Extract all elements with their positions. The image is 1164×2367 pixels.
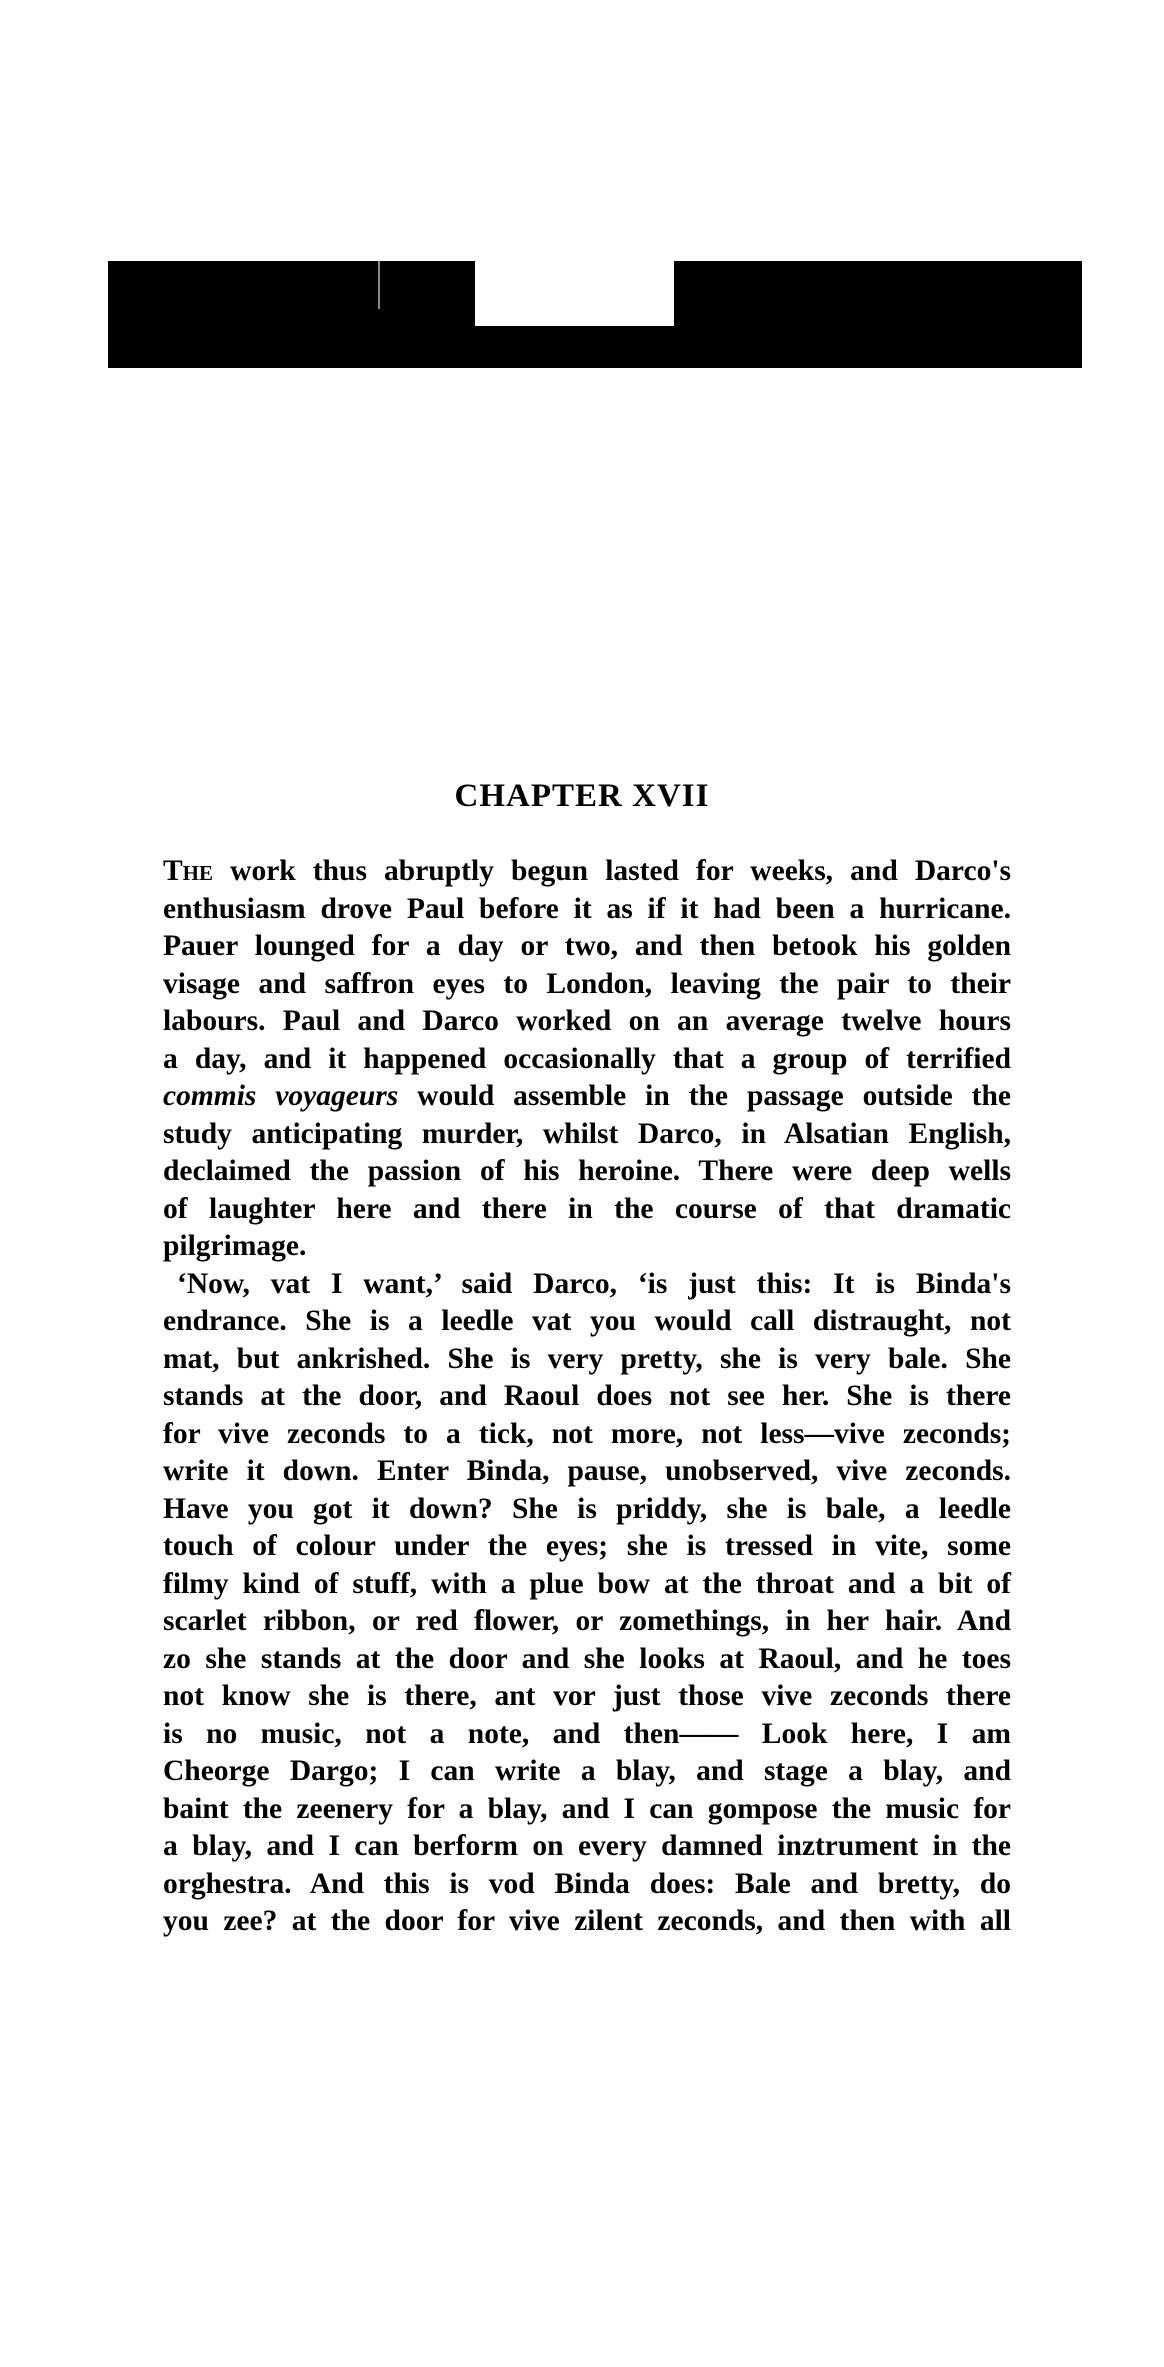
drop-lead-word: The (163, 855, 214, 887)
text-line: not know she is there, ant vor just those vive zeconds there (163, 1680, 1011, 1712)
text-line: touch of colour under the eyes; she is tressed in vite, some (163, 1530, 1011, 1562)
text-line: Cheorge Dargo; I can write a blay, and stage a blay, and (163, 1755, 1011, 1787)
text-line: orghestra. And this is vod Binda does: Bale and bretty, do (163, 1867, 1011, 1900)
text-line: for vive zeconds to a tick, not more, not less—vive zeconds; (163, 1417, 1011, 1450)
text-line: study anticipating murder, whilst Darco, in Alsatian English, (163, 1117, 1011, 1150)
text-line: write it down. Enter Binda, pause, unobserved, vive zeconds. (163, 1455, 1011, 1487)
text-line: pilgrimage. (163, 1230, 307, 1262)
text-line: The work thus abruptly begun lasted for weeks, and Darco's (163, 855, 1011, 887)
bar-notch (475, 261, 674, 326)
text-line: of laughter here and there in the course of that dramatic (163, 1192, 1011, 1225)
text-line: labours. Paul and Darco worked on an average twelve hours (163, 1005, 1011, 1037)
text-line: a day, and it happened occasionally that a group of terrified (163, 1042, 1011, 1075)
text-line: stands at the door, and Raoul does not see her. She is there (163, 1380, 1011, 1412)
text-line: visage and saffron eyes to London, leaving the pair to their (163, 967, 1011, 1000)
text-line: filmy kind of stuff, with a plue bow at the throat and a bit of (163, 1567, 1011, 1600)
text-line: commis voyageurs would assemble in the passage outside the (163, 1080, 1011, 1112)
text-line: a blay, and I can berform on every damned inztrument in the (163, 1830, 1011, 1862)
text-line: ‘Now, vat I want,’ said Darco, ‘is just this: It is Binda's (177, 1267, 1011, 1300)
body-text (163, 853, 1011, 1941)
chapter-title: CHAPTER XVII (454, 778, 710, 814)
text-line: endrance. She is a leedle vat you would call distraught, not (163, 1305, 1011, 1337)
bar-tick-mark (378, 261, 380, 309)
header-black-bar (108, 261, 1082, 368)
text-line: zo she stands at the door and she looks at Raoul, and he toes (163, 1642, 1011, 1675)
text-line: enthusiasm drove Paul before it as if it had been a hurricane. (163, 892, 1011, 925)
text-line: Pauer lounged for a day or two, and then betook his golden (163, 930, 1011, 962)
text-line: mat, but ankrished. She is very pretty, she is very bale. She (163, 1342, 1011, 1375)
text-line: scarlet ribbon, or red flower, or zomethings, in her hair. And (163, 1605, 1011, 1637)
text-line: is no music, not a note, and then—— Look here, I am (163, 1717, 1011, 1750)
text-line: Have you got it down? She is priddy, she is bale, a leedle (163, 1492, 1011, 1525)
text-line: baint the zeenery for a blay, and I can gompose the music for (163, 1792, 1011, 1825)
text-line: you zee? at the door for vive zilent zeconds, and then with all (163, 1905, 1011, 1937)
text-line: declaimed the passion of his heroine. There were deep wells (163, 1155, 1011, 1187)
italic-phrase: commis voyageurs (163, 1080, 399, 1112)
